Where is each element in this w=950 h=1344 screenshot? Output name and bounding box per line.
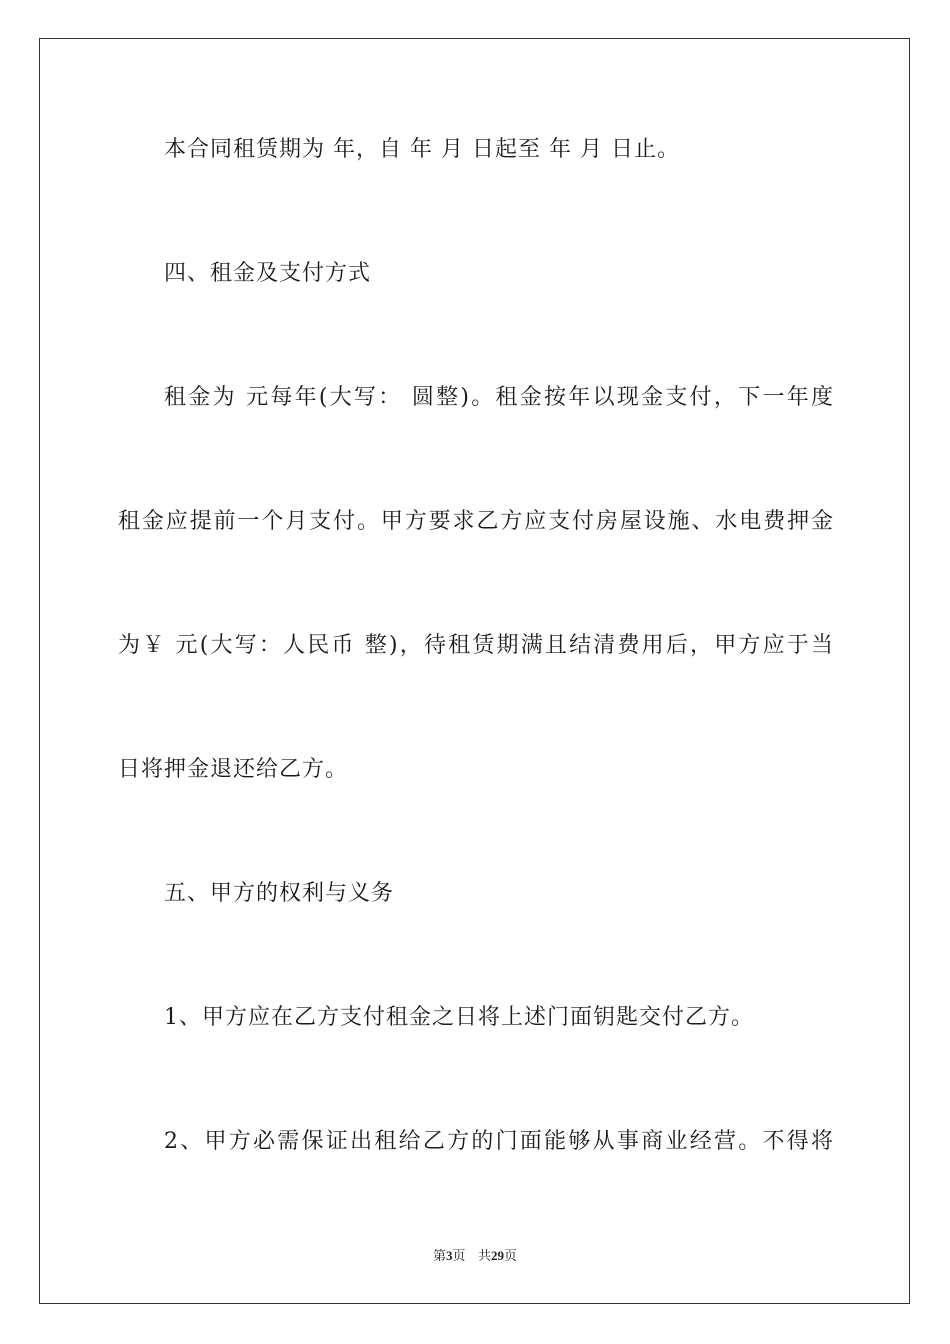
rent-paragraph-line-4: 日将押金退还给乙方。: [118, 757, 349, 782]
page-current: 3: [446, 1248, 453, 1263]
page-total: 29: [490, 1248, 504, 1263]
clause-1: 1、甲方应在乙方支付租金之日将上述门面钥匙交付乙方。: [164, 1005, 754, 1030]
page-footer: [0, 1248, 950, 1265]
lease-term-paragraph: 本合同租赁期为 年，自 年 月 日起至 年 月 日止。: [164, 137, 680, 162]
page-border: [39, 38, 910, 1304]
rent-paragraph-line-3: 为￥ 元(大写：人民币 整)，待租赁期满且结清费用后，甲方应于当: [118, 633, 833, 658]
section-five-heading: 五、甲方的权利与义务: [164, 881, 395, 906]
rent-paragraph-line-2: 租金应提前一个月支付。甲方要求乙方应支付房屋设施、水电费押金: [118, 509, 833, 534]
clause-2: 2、甲方必需保证出租给乙方的门面能够从事商业经营。不得将: [164, 1129, 833, 1154]
page-suffix: 页: [452, 1249, 466, 1264]
total-suffix: 页: [503, 1249, 517, 1264]
rent-paragraph-line-1: 租金为 元每年(大写： 圆整)。租金按年以现金支付，下一年度: [164, 385, 833, 410]
page-prefix: 第: [433, 1249, 447, 1264]
total-prefix: 共: [477, 1249, 491, 1264]
section-four-heading: 四、租金及支付方式: [164, 261, 372, 286]
